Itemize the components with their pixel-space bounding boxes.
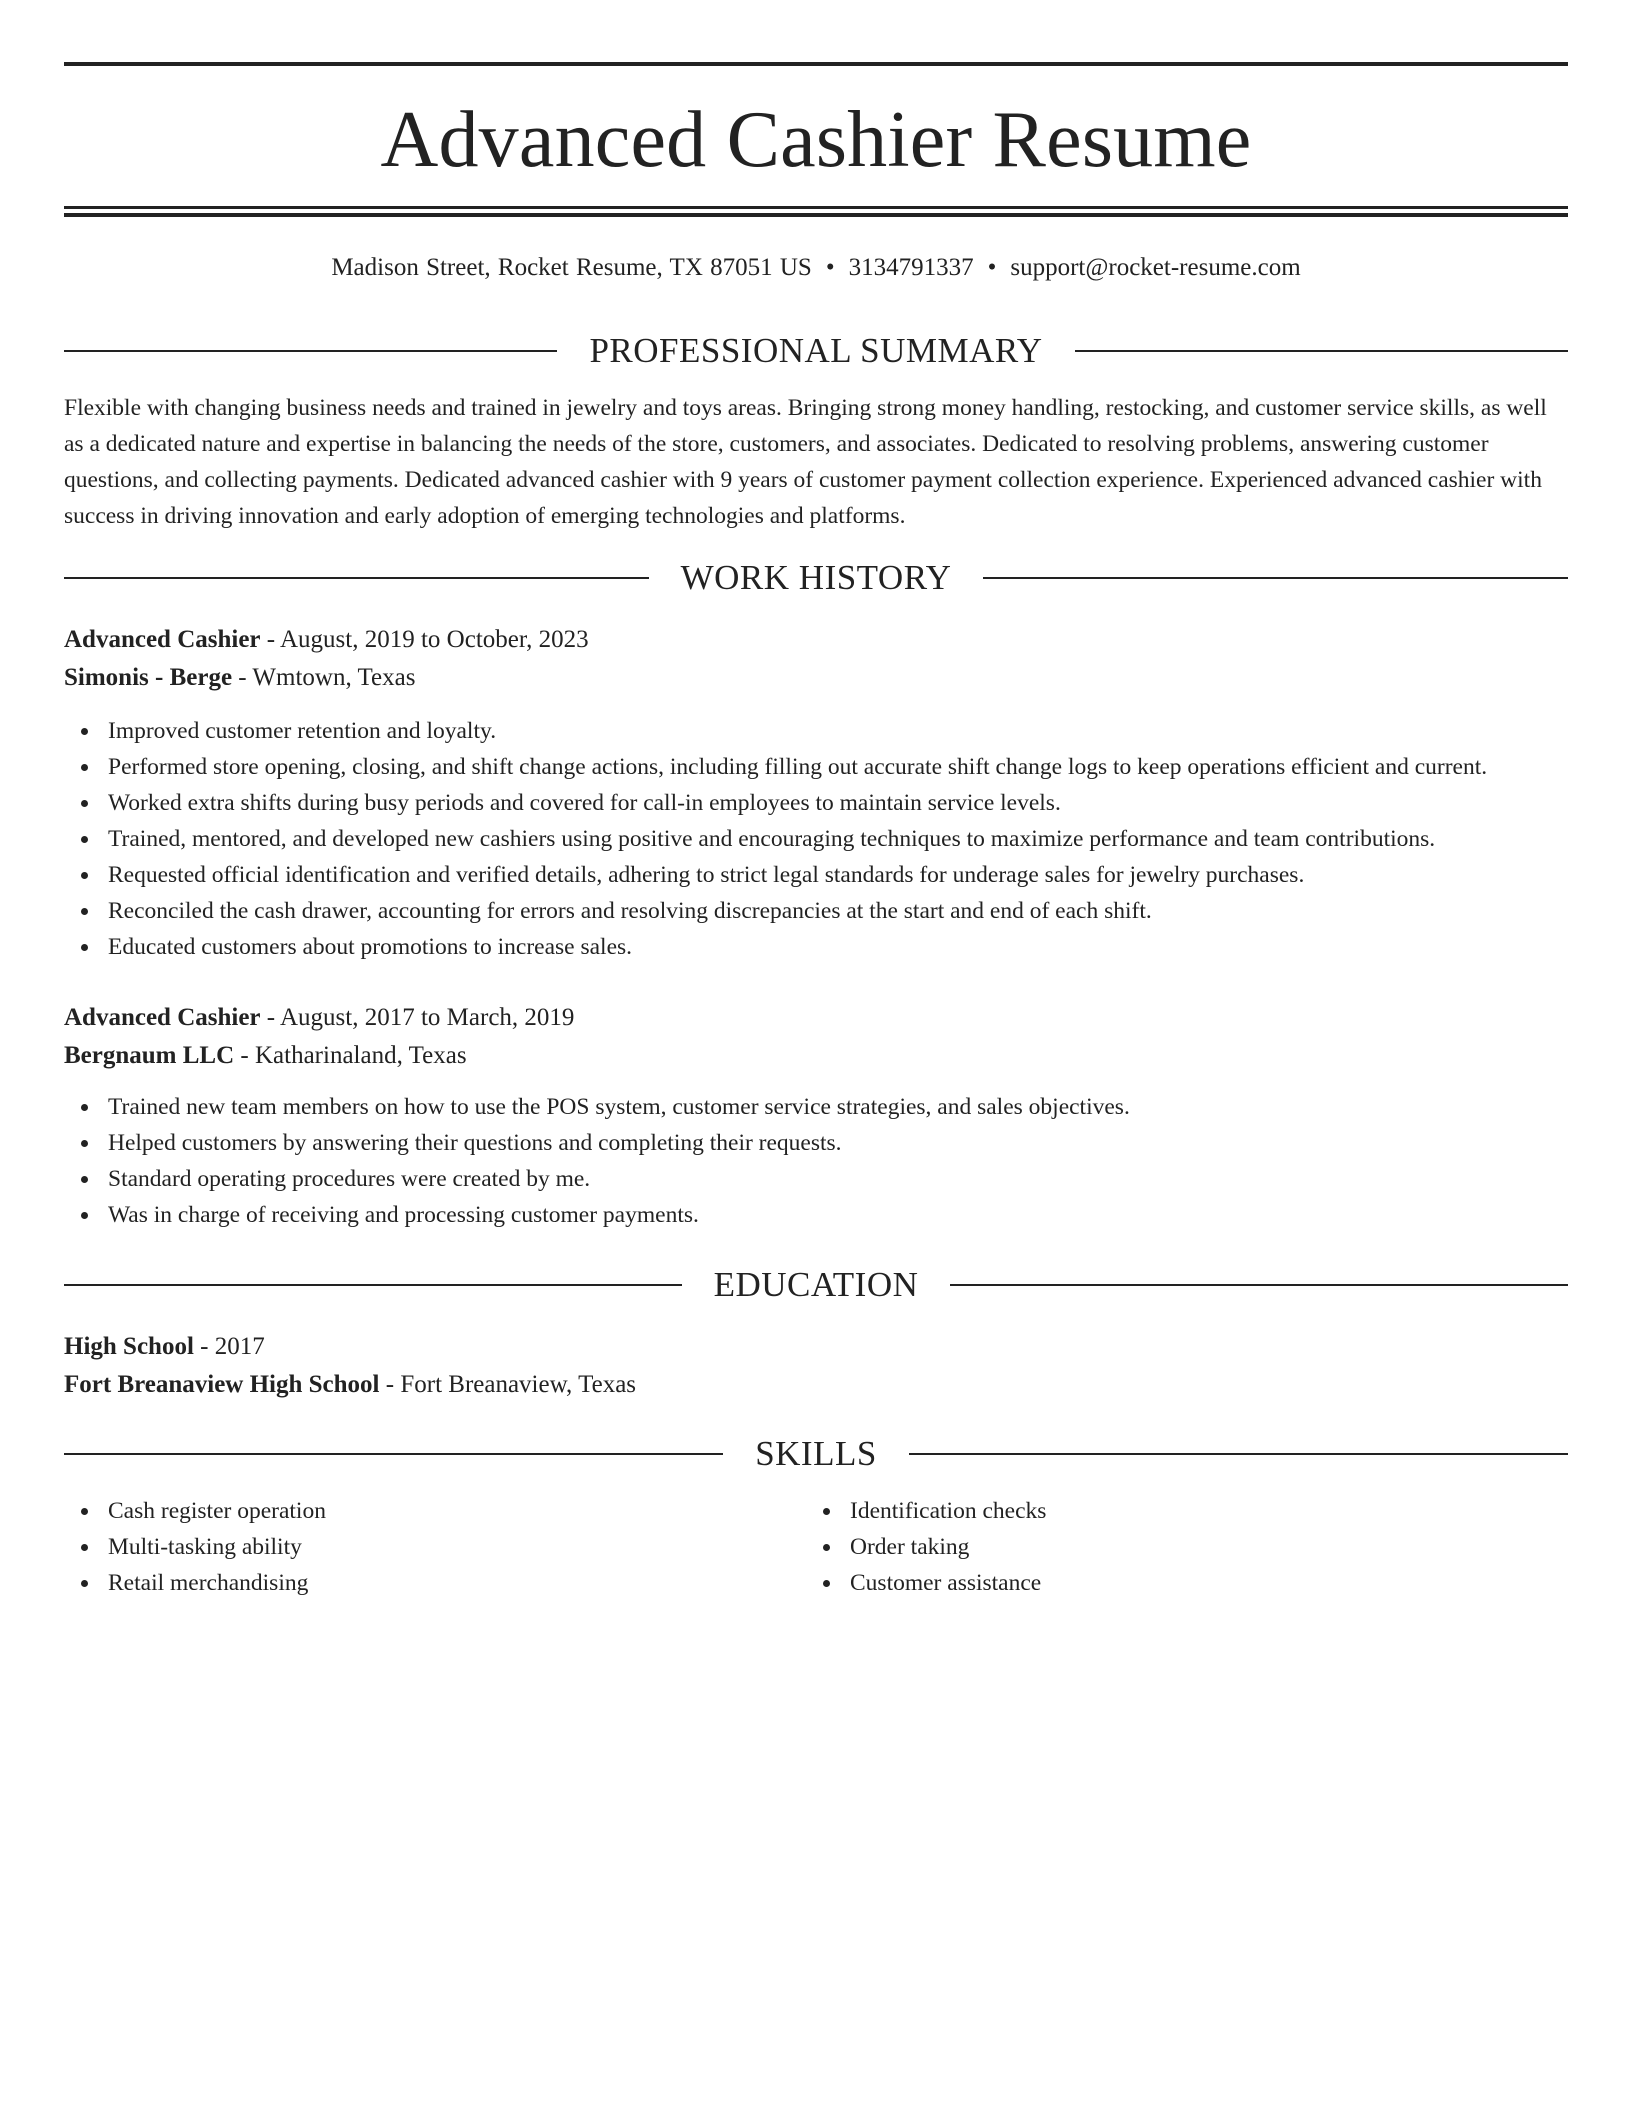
list-item: Educated customers about promotions to increase sales. xyxy=(64,929,1568,965)
section-title-education: EDUCATION xyxy=(713,1265,919,1304)
section-rule-right xyxy=(950,1284,1568,1286)
section-header-skills xyxy=(64,1436,1568,1471)
contact-line xyxy=(64,255,1568,283)
list-item: Worked extra shifts during busy periods and covered for call-in employees to maintain service levels. xyxy=(64,785,1568,821)
skill-item: Order taking xyxy=(806,1529,1566,1565)
skill-item: Identification checks xyxy=(806,1493,1566,1529)
summary-text: Flexible with changing business needs and trained in jewelry and toys areas. Bringing strong money handling, restocking, and customer service skills, as well as a dedicated nature and expertise in balancing the needs of the store, customers, and associates. Dedicated to resolving problems, answering customer questions, and collecting payments. Dedicated advanced cashier with 9 years of customer payment collection experience. Experienced advanced cashier with success in driving innovation and early adoption of emerging technologies and platforms. xyxy=(64,395,1547,529)
skills-list-left xyxy=(64,1493,806,1601)
header-double-rule xyxy=(64,206,1568,217)
job-dates: - August, 2019 to October, 2023 xyxy=(260,626,589,653)
job-entry xyxy=(64,999,1568,1233)
education-school-line xyxy=(64,1366,1568,1404)
skill-item: Customer assistance xyxy=(806,1565,1566,1601)
list-item: Trained, mentored, and developed new cashiers using positive and encouraging techniques to maximize performance and team contributions. xyxy=(64,821,1568,857)
education-entry xyxy=(64,1328,1568,1404)
section-title-skills: SKILLS xyxy=(755,1434,877,1473)
skills-grid xyxy=(64,1493,1568,1601)
skills-list-right xyxy=(806,1493,1566,1601)
job-company-line xyxy=(64,659,1568,697)
job-entry xyxy=(64,621,1568,965)
job-company-line xyxy=(64,1037,1568,1075)
contact-phone: 3134791337 xyxy=(848,254,974,281)
contact-email: support@rocket-resume.com xyxy=(1010,254,1301,281)
education-location: - Fort Breanaview, Texas xyxy=(379,1371,637,1398)
job-dates: - August, 2017 to March, 2019 xyxy=(260,1004,575,1031)
education-degree-line xyxy=(64,1328,1568,1366)
section-rule-left xyxy=(64,1453,723,1455)
section-header-summary xyxy=(64,333,1568,368)
job-title-line xyxy=(64,621,1568,659)
contact-separator: • xyxy=(825,254,835,281)
education-school: Fort Breanaview High School xyxy=(64,1371,380,1398)
job-company: Bergnaum LLC xyxy=(64,1042,235,1069)
section-title-summary: PROFESSIONAL SUMMARY xyxy=(589,331,1043,370)
section-rule-left xyxy=(64,350,557,352)
contact-separator: • xyxy=(987,254,997,281)
job-location: - Wmtown, Texas xyxy=(232,664,416,691)
header-top-rule xyxy=(64,62,1568,66)
section-rule-right xyxy=(909,1453,1568,1455)
list-item: Trained new team members on how to use the POS system, customer service strategies, and sales objectives. xyxy=(64,1089,1568,1125)
education-degree: High School xyxy=(64,1333,194,1360)
resume-title: Advanced Cashier Resume xyxy=(380,96,1252,184)
contact-address: Madison Street, Rocket Resume, TX 87051 US xyxy=(331,254,812,281)
list-item: Reconciled the cash drawer, accounting for errors and resolving discrepancies at the start and end of each shift. xyxy=(64,893,1568,929)
job-title-line xyxy=(64,999,1568,1037)
job-title: Advanced Cashier xyxy=(64,626,261,653)
job-title: Advanced Cashier xyxy=(64,1004,261,1031)
skill-item: Cash register operation xyxy=(64,1493,806,1529)
job-location: - Katharinaland, Texas xyxy=(234,1042,467,1069)
job-bullets xyxy=(64,1089,1568,1233)
skill-item: Multi-tasking ability xyxy=(64,1529,806,1565)
section-rule-right xyxy=(983,577,1568,579)
list-item: Standard operating procedures were created by me. xyxy=(64,1161,1568,1197)
section-header-education xyxy=(64,1267,1568,1302)
skill-item: Retail merchandising xyxy=(64,1565,806,1601)
section-header-work xyxy=(64,560,1568,595)
list-item: Was in charge of receiving and processing customer payments. xyxy=(64,1197,1568,1233)
job-company: Simonis - Berge xyxy=(64,664,233,691)
list-item: Performed store opening, closing, and shift change actions, including filling out accurate shift change logs to keep operations efficient and current. xyxy=(64,749,1568,785)
list-item: Helped customers by answering their questions and completing their requests. xyxy=(64,1125,1568,1161)
list-item: Requested official identification and verified details, adhering to strict legal standards for underage sales for jewelry purchases. xyxy=(64,857,1568,893)
section-rule-left xyxy=(64,577,649,579)
job-bullets xyxy=(64,713,1568,965)
section-rule-left xyxy=(64,1284,682,1286)
section-title-work: WORK HISTORY xyxy=(680,558,952,597)
section-rule-right xyxy=(1075,350,1568,352)
list-item: Improved customer retention and loyalty. xyxy=(64,713,1568,749)
education-year: - 2017 xyxy=(193,1333,265,1360)
